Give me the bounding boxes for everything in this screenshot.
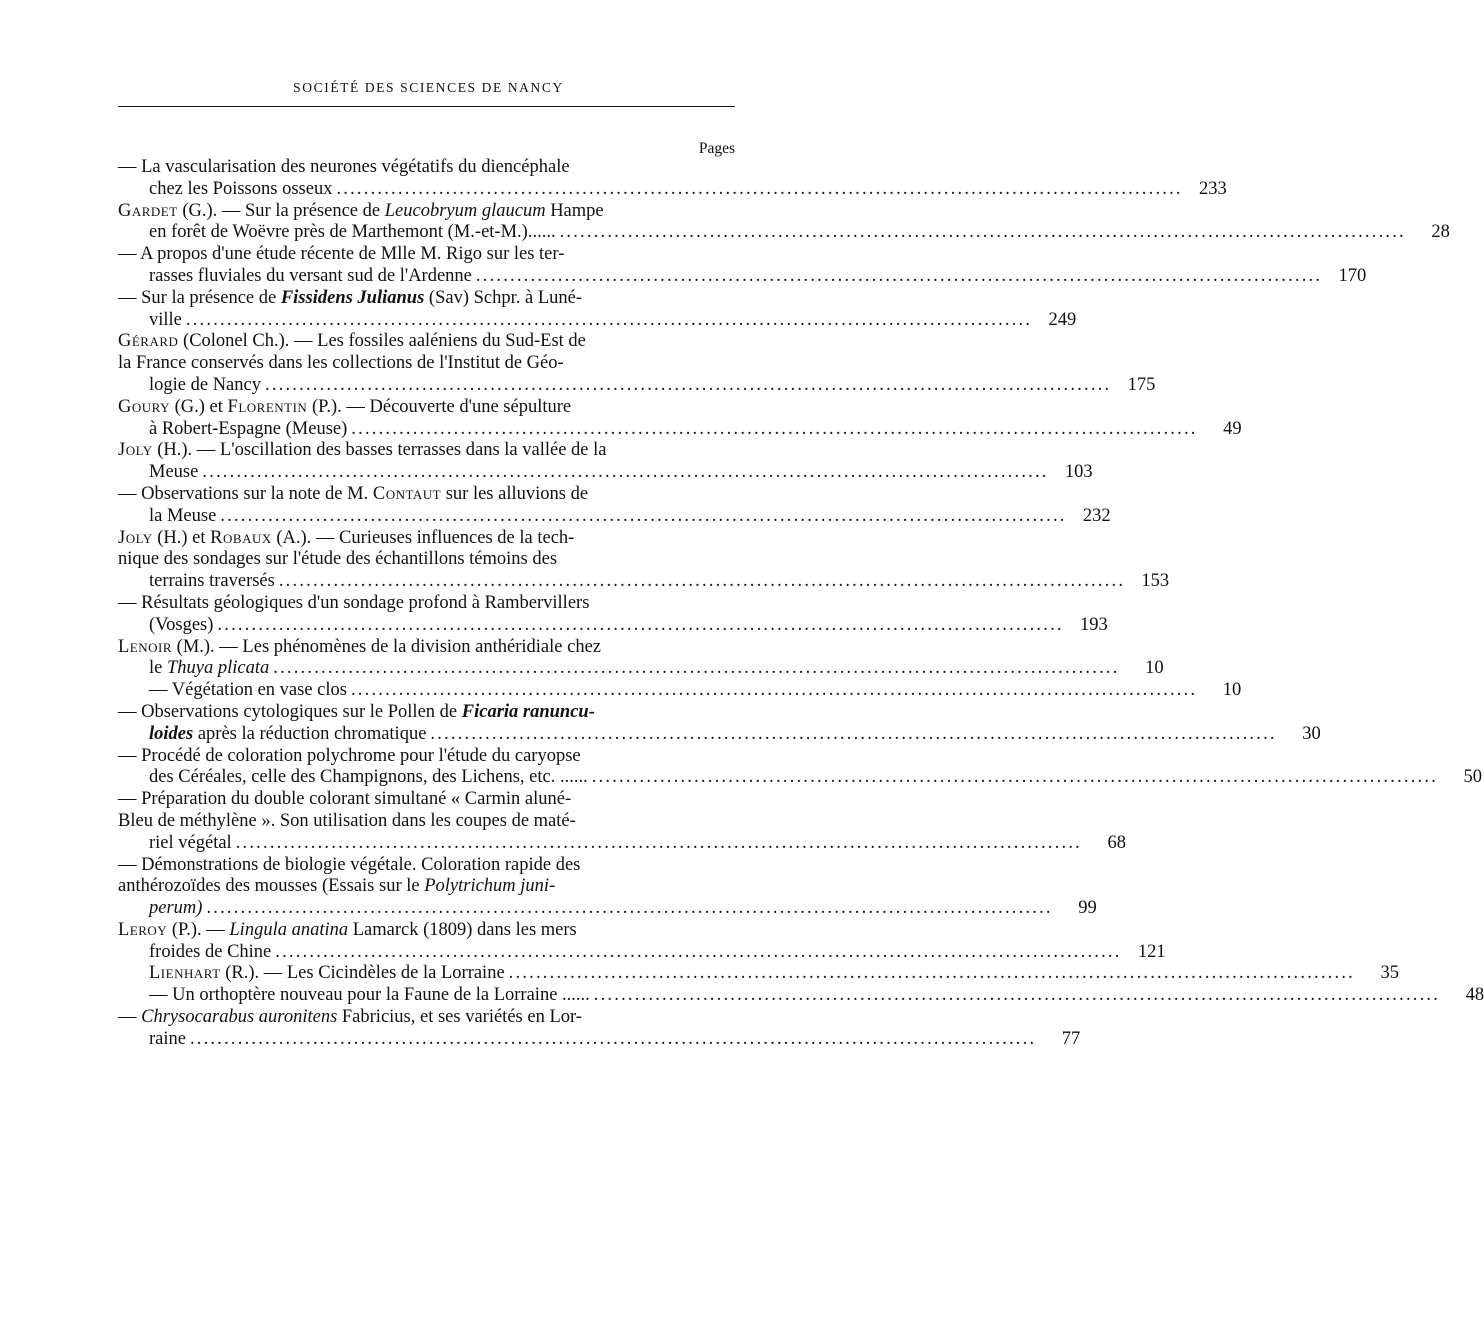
entry-text: Lamarck (1809) dans les mers [348,919,577,940]
entry-last-line [149,462,1093,484]
entry-last-line [149,658,1164,680]
entry-text: riel végétal [149,832,232,853]
entry-final-text [149,833,232,855]
entry-final-text [149,1029,186,1051]
dot-leader: ............................................................................................................................ [265,374,1112,395]
dot-leader: ............................................................................................................................ [185,309,1033,330]
entry-final-text [149,506,216,528]
author-name: Joly [118,527,153,548]
entry-text: — Un orthoptère nouveau pour la Faune de la Lorraine ...... [149,985,590,1006]
dot-leader: ............................................................................................................................ [189,1028,1037,1049]
page-number: 121 [1137,941,1166,962]
entry-text: la Meuse [149,505,217,526]
entry-final-text [149,615,213,637]
entry-final-text [149,898,202,920]
entry-text: Hampe [545,200,604,221]
entry-text: (G.). — Sur la présence de [177,200,385,221]
page-number: 48 [1465,985,1484,1006]
index-entry [118,985,1484,1007]
entry-line [118,636,738,659]
entry-line [118,1007,738,1029]
entry-text: rasses fluviales du versant sud de l'Ardenne [149,265,472,286]
dot-leader: ............................................................................................................................ [202,462,1049,483]
entry-last-line [149,505,1111,528]
dot-leader: ............................................................................................................................ [475,265,1323,286]
entry-text: logie de Nancy [149,374,261,395]
author-name: Gardet [118,200,178,221]
entry-final-text [149,179,332,201]
dot-leader: ............................................................................................................................ [206,898,1053,919]
entry-line [118,440,738,462]
entry-text: Fabricius, et ses variétés en Lor- [337,1007,582,1028]
entry-last-line [149,723,1321,746]
entry-text: nique des sondages sur l'étude des échantillons témoins des [118,549,558,570]
entry-last-line [149,265,1367,288]
dot-leader: ............................................................................................................................ [217,614,1064,635]
author-name: Goury [118,396,170,417]
dot-leader: ............................................................................................................................ [235,832,1083,853]
entry-text: Meuse [149,462,199,483]
entry-last-line [149,418,1242,441]
entry-text: chez les Poissons osseux [149,178,333,199]
author-name: Leroy [118,919,168,940]
entry-text: (Vosges) [149,614,214,635]
entry-text: (A.). — Curieuses influences de la tech- [271,527,575,548]
entry-text: — Observations sur la note de M. [118,483,373,504]
entry-line [118,919,738,942]
entry-last-line [149,374,1156,397]
index-list [118,157,1484,1051]
entry-text: Bleu de méthylène ». Son utilisation dans les coupes de maté- [118,810,576,831]
entry-last-line [149,767,1483,789]
dot-leader: ............................................................................................................................ [220,505,1067,526]
entry-line [118,789,738,811]
entry-final-text [149,462,198,484]
entry-text: (Colonel Ch.). — Les fossiles aaléniens du Sud-Est de [178,331,586,352]
entry-text: des Céréales, celle des Champignons, des Lichens, etc. ...... [149,767,588,788]
entry-text: ville [149,309,182,330]
page-number: 30 [1302,723,1321,744]
entry-final-text [149,767,588,789]
entry-text: (M.). — Les phénomènes de la division anthéridiale chez [172,636,601,657]
dot-leader: ............................................................................................................................ [508,963,1355,984]
entry-text: (H.) et [152,527,211,548]
author-name: Lenoir [118,636,173,657]
author-name: Joly [118,440,153,461]
entry-text: Lingula anatina [229,919,349,940]
entry-text: (Sav) Schpr. à Luné- [424,287,583,308]
index-entry [118,636,1164,681]
entry-final-text [149,963,505,985]
index-entry [118,919,1166,964]
entry-last-line [149,985,1484,1007]
index-entry [118,701,1321,746]
index-entry [118,680,1242,702]
page-number: 77 [1061,1028,1081,1049]
entry-text: perum) [149,898,203,919]
index-entry [118,287,1077,332]
index-entry [118,963,1399,985]
author-name: Robaux [210,527,272,548]
entry-text: (G.) et [169,396,228,417]
dot-leader: ............................................................................................................................ [430,723,1277,744]
index-entry [118,440,1093,484]
entry-text: en forêt de Woëvre près de Marthemont (M.-et-M.)...... [149,222,556,243]
dot-leader: ............................................................................................................................ [350,680,1198,701]
dot-leader: ............................................................................................................................ [593,985,1441,1006]
entry-line [118,549,738,571]
entry-text: — Démonstrations de biologie végétale. Coloration rapide des [118,854,581,875]
entry-text: (P.). — [167,919,230,940]
entry-text: (P.). — Découverte d'une sépulture [307,396,572,417]
entry-final-text [149,658,269,680]
dot-leader: ............................................................................................................................ [275,941,1122,962]
entry-text: froides de Chine [149,941,272,962]
index-entry [118,483,1111,528]
entry-text: anthérozoïdes des mousses (Essais sur le [118,876,425,897]
entry-final-text [149,419,347,441]
entry-text: (R.). — Les Cicindèles de la Lorraine [220,963,505,984]
entry-line [118,854,738,877]
page-number: 35 [1380,963,1399,984]
entry-text: — La vascularisation des neurones végétatifs du diencéphale [118,157,570,177]
running-header: SOCIÉTÉ DES SCIENCES DE NANCY [293,80,564,95]
entry-line [118,527,738,550]
entry-text: sur les alluvions de [441,483,589,504]
index-entry [118,854,1097,920]
dot-leader: ............................................................................................................................ [273,658,1120,679]
entry-text: (H.). — L'oscillation des basses terrasses dans la vallée de la [152,440,607,461]
entry-text: loides [149,723,194,744]
page-number: 49 [1223,418,1242,439]
entry-text: — Sur la présence de [118,287,281,308]
page-number: 233 [1199,178,1227,199]
author-name: Gérard [118,331,179,352]
dot-leader: ............................................................................................................................ [351,418,1198,439]
author-name: Lienhart [149,963,221,984]
entry-last-line [149,941,1166,964]
entry-line [118,483,738,506]
entry-line [118,200,738,223]
page-number: 10 [1222,680,1242,701]
page-number: 249 [1048,309,1077,330]
entry-text: Fissidens Julianus [280,287,425,308]
entry-line [118,244,738,266]
page-number: 28 [1431,222,1450,243]
index-entry [118,745,1483,790]
index-entry [118,592,1108,637]
entry-final-text [149,375,261,397]
entry-line [118,745,738,768]
author-name: Florentin [227,396,308,417]
entry-last-line [149,680,1242,702]
entry-text: Ficaria ranuncu- [461,701,595,722]
dot-leader: ............................................................................................................................ [278,571,1126,592]
entry-final-text [149,571,275,593]
entry-line [118,592,738,615]
dot-leader: ............................................................................................................................ [559,222,1406,243]
entry-line [118,353,738,375]
entry-last-line [149,178,1227,201]
index-entry [118,244,1367,288]
entry-last-line [149,1028,1081,1051]
entry-last-line [149,571,1170,593]
entry-text: terrains traversés [149,571,275,592]
entry-text: — Végétation en vase clos [149,680,347,701]
entry-last-line [149,898,1097,920]
entry-text: — [118,1007,142,1028]
entry-final-text [149,266,472,288]
index-entry [118,157,1227,201]
header-rule [118,106,735,107]
page-number: 99 [1078,898,1097,919]
entry-text: Thuya plicata [166,658,270,679]
entry-final-text [149,680,347,702]
entry-text: Chrysocarabus auronitens [141,1007,338,1028]
pages-column-label: Pages [698,140,735,157]
entry-text: — A propos d'une étude récente de Mlle M. Rigo sur les ter- [118,244,565,265]
index-entry [118,396,1242,441]
entry-text: la France conservés dans les collections de l'Institut de Géo- [118,353,564,374]
entry-line [118,876,738,898]
entry-last-line [149,614,1108,637]
index-entry [118,200,1450,245]
page-number: 175 [1127,374,1156,395]
entry-last-line [149,222,1450,244]
entry-final-text [149,942,271,964]
dot-leader: ............................................................................................................................ [591,767,1439,788]
entry-text: Polytrichum juni- [424,876,556,897]
entry-line [118,701,738,724]
dot-leader: ............................................................................................................................ [336,178,1183,199]
index-entry [118,1007,1081,1051]
page-number: 103 [1064,462,1093,483]
entry-final-text [149,985,590,1007]
page-number: 68 [1107,832,1127,853]
entry-text: le [149,658,167,679]
page-number: 50 [1463,767,1483,788]
entry-line [118,810,738,833]
entry-final-text [149,724,426,746]
entry-text: — Observations cytologiques sur le Pollen de [118,701,462,722]
entry-text: Leucobryum glaucum [384,200,546,221]
entry-last-line [149,309,1077,332]
page-number: 170 [1338,265,1367,286]
entry-last-line [149,963,1399,985]
page-number: 10 [1145,658,1164,679]
entry-line [118,331,738,353]
page-number: 232 [1082,505,1111,526]
page-number: 193 [1079,614,1108,635]
entry-line [118,396,738,419]
index-entry [118,789,1127,854]
entry-text: après la réduction chromatique [193,723,427,744]
page-number: 153 [1141,571,1170,592]
entry-text: raine [149,1028,186,1049]
index-entry [118,527,1170,593]
entry-text: — Procédé de coloration polychrome pour l'étude du caryopse [118,745,581,766]
index-entry [118,331,1156,396]
entry-line [118,157,738,179]
entry-text: à Robert-Espagne (Meuse) [149,418,348,439]
entry-final-text [149,222,556,244]
entry-final-text [149,310,182,332]
entry-line [118,287,738,310]
entry-text: — Résultats géologiques d'un sondage profond à Rambervillers [118,592,590,613]
author-name: Contaut [372,483,442,504]
entry-text: — Préparation du double colorant simultané « Carmin aluné- [118,789,572,810]
entry-last-line [149,832,1127,855]
